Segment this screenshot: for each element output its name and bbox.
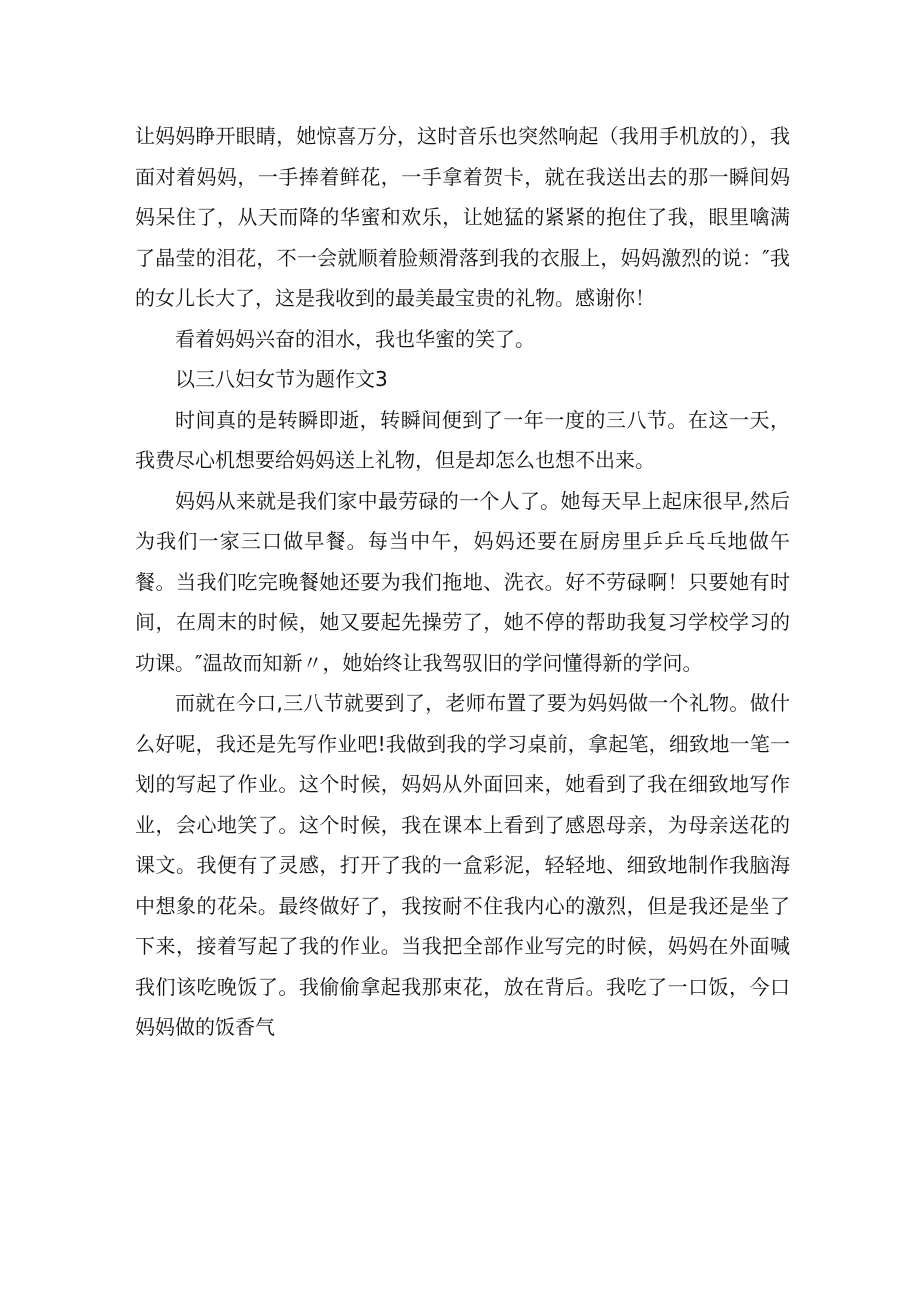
paragraph: 妈妈从来就是我们家中最劳碌的一个人了。她每天早上起床很早,然后为我们一家三口做早餐。每当中午，妈妈还要在厨房里乒乒乓乓地做午餐。当我们吃完晚餐她还要为我们拖地、洗衣。好不劳碌啊！只要她有时间，在周末的时候，她又要起先操劳了，她不停的帮助我复习学校学习的功课。″温故而知新〃，她始终让我驾驭旧的学问懂得新的学问。 [135, 488, 790, 675]
paragraph: 看着妈妈兴奋的泪水，我也华蜜的笑了。 [175, 326, 535, 351]
paragraph: 而就在今口,三八节就要到了，老师布置了要为妈妈做一个礼物。做什么好呢，我还是先写作业吧!我做到我的学习桌前，拿起笔，细致地一笔一划的写起了作业。这个时候，妈妈从外面回来，她看到了我在细致地写作业，会心地笑了。这个时候，我在课本上看到了感恩母亲，为母亲送花的课文。我便有了灵感，打开了我的一盒彩泥，轻轻地、细致地制作我脑海中想象的花朵。最终做好了，我按耐不住我内心的激烈，但是我还是坐了下来，接着写起了我的作业。当我把全部作业写完的时候，妈妈在外面喊我们该吃晚饭了。我偷偷拿起我那束花，放在背后。我吃了一口饭，今口妈妈做的饭香气 [135, 691, 790, 1039]
document-body [135, 116, 790, 1048]
paragraph: 时间真的是转瞬即逝，转瞬间便到了一年一度的三八节。在这一天，我费尽心机想要给妈妈送上礼物，但是却怎么也想不出来。 [135, 407, 790, 472]
section-heading: 以三八妇女节为题作文3 [175, 367, 388, 391]
paragraph-continuation: 让妈妈睁开眼睛，她惊喜万分，这时音乐也突然响起（我用手机放的），我面对着妈妈，一手捧着鲜花，一手拿着贺卡，就在我送出去的那一瞬间妈妈呆住了，从天而降的华蜜和欢乐，让她猛的紧紧的抱住了我，眼里噙满了晶莹的泪花，不一会就顺着脸颊滑落到我的衣服上，妈妈激烈的说：″我的女儿长大了，这是我收到的最美最宝贵的礼物。感谢你！ [135, 124, 790, 310]
